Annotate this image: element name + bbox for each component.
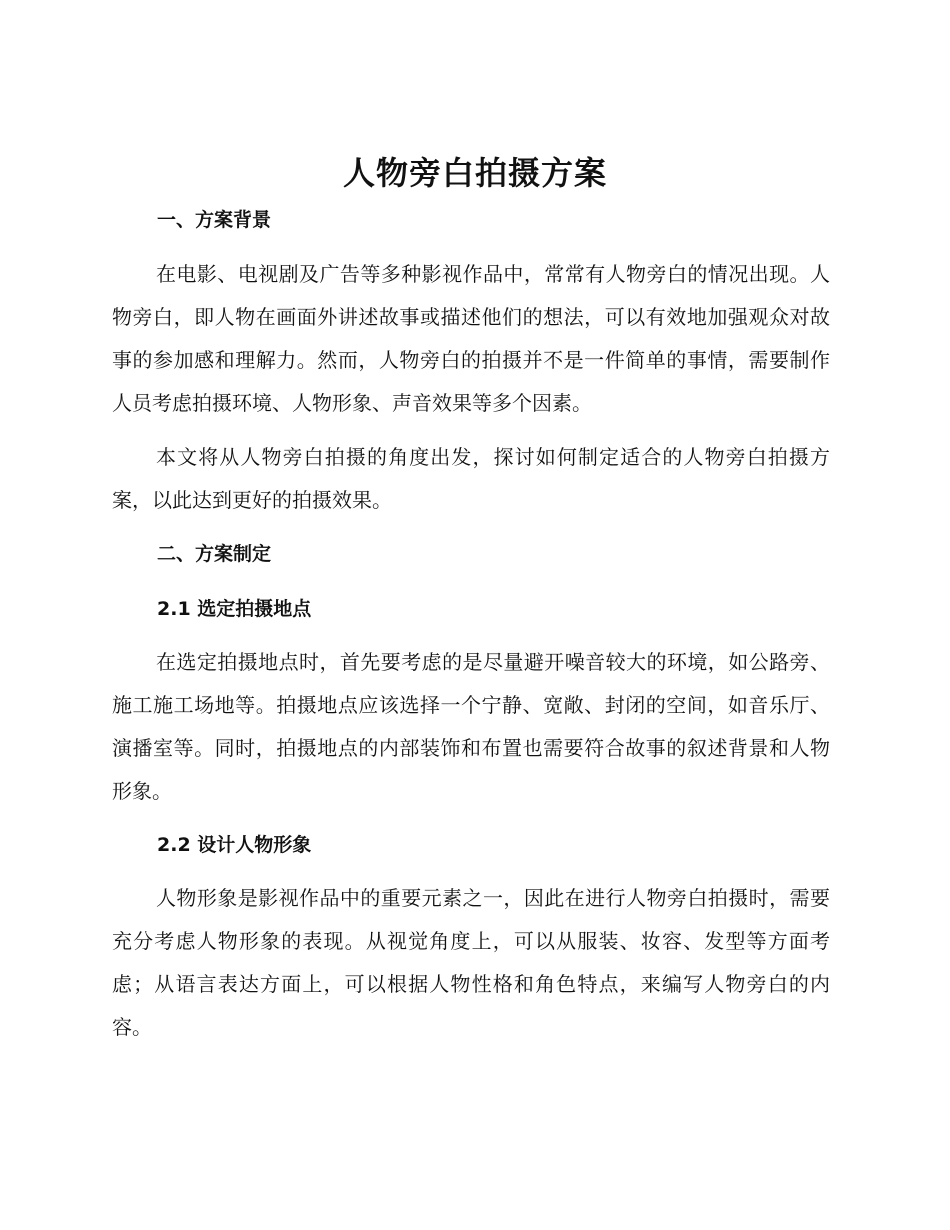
section-heading-background: 一、方案背景 <box>157 209 272 231</box>
subsection-heading-character: 2.2 设计人物形象 <box>157 834 312 856</box>
paragraph-background-1: 在电影、电视剧及广告等多种影视作品中，常常有人物旁白的情况出现。人物旁白，即人物在画面外讲述故事或描述他们的想法，可以有效地加强观众对故事的参加感和理解力。然而，人物旁白的拍摄并不是一件简单的事情，需要制作人员考虑拍摄环境、人物形象、声音效果等多个因素。 <box>112 262 830 415</box>
paragraph-character: 人物形象是影视作品中的重要元素之一，因此在进行人物旁白拍摄时，需要充分考虑人物形象的表现。从视觉角度上，可以从服装、妆容、发型等方面考虑；从语言表达方面上，可以根据人物性格和角色特点，来编写人物旁白的内容。 <box>112 886 830 1039</box>
section-heading-plan: 二、方案制定 <box>157 543 272 565</box>
paragraph-background-2: 本文将从人物旁白拍摄的角度出发，探讨如何制定适合的人物旁白拍摄方案，以此达到更好的拍摄效果。 <box>112 445 830 512</box>
paragraph-location: 在选定拍摄地点时，首先要考虑的是尽量避开噪音较大的环境，如公路旁、施工施工场地等。拍摄地点应该选择一个宁静、宽敞、封闭的空间，如音乐厅、演播室等。同时，拍摄地点的内部装饰和布置也需要符合故事的叙述背景和人物形象。 <box>112 650 830 803</box>
subsection-heading-location: 2.1 选定拍摄地点 <box>157 598 312 620</box>
document-title: 人物旁白拍摄方案 <box>342 154 607 192</box>
